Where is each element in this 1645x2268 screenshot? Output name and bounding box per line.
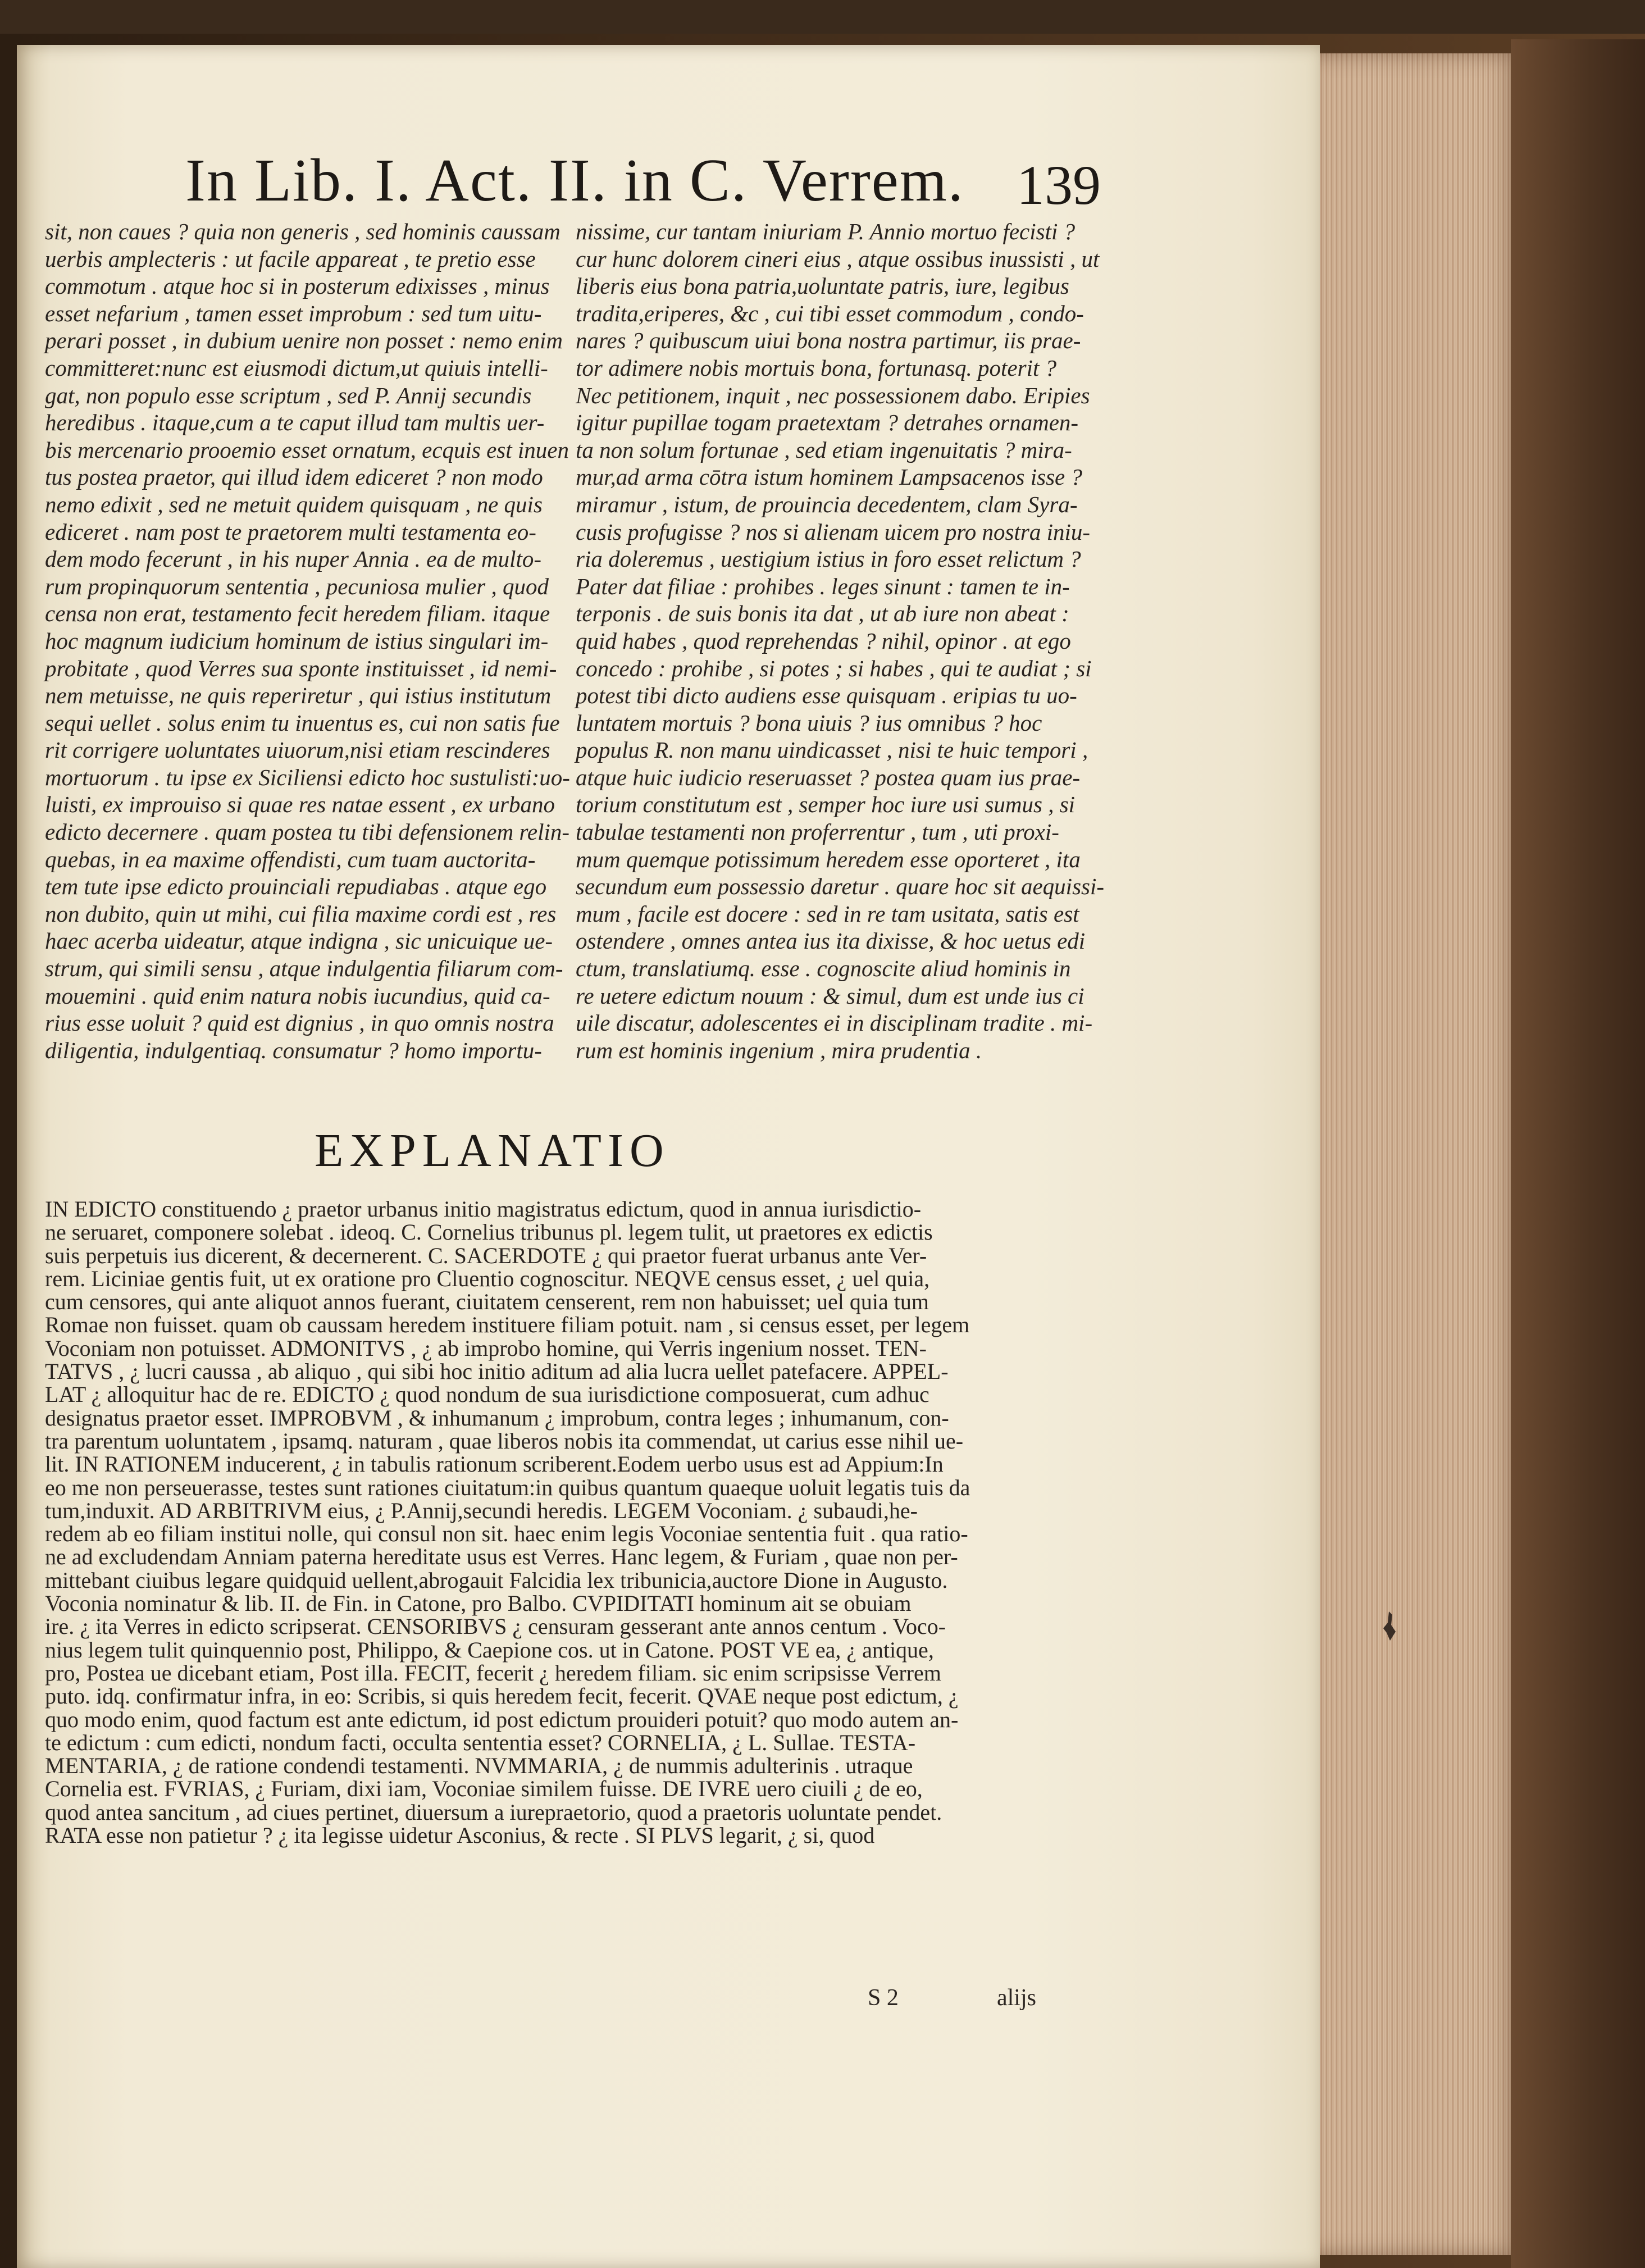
text-line: heredibus . itaque,cum a te caput illud tam multis uer- [45, 409, 545, 436]
text-line: hoc magnum iudicium hominum de istius singulari im- [45, 627, 549, 654]
text-line: censa non erat, testamento fecit heredem filiam. itaque [45, 600, 550, 627]
text-line: Pater dat filiae : prohibes . leges sinunt : tamen te in- [576, 573, 1070, 599]
text-line: Nec petitionem, inquit , nec possessionem dabo. Eripies [576, 382, 1090, 408]
text-line: rum propinquorum sententia , pecuniosa mulier , quod [45, 573, 549, 599]
text-line: committeret:nunc est eiusmodi dictum,ut quiuis intelli- [45, 354, 548, 381]
text-line: perari posset , in dubium uenire non posset : nemo enim [45, 327, 563, 354]
text-line: ostendere , omnes antea ius ita dixisse, & hoc uetus edi [576, 928, 1086, 954]
text-line: rit corrigere uoluntates uiuorum,nisi etiam rescinderes [45, 737, 550, 763]
commentary-line: tra parentum uoluntatem , ipsamq. naturam , quae liberos nobis ita commendat, ut carius esse nihil ue- [45, 1428, 964, 1454]
text-line: quebas, in ea maxime offendisti, cum tuam auctorita- [45, 846, 536, 872]
commentary-line: quod antea sancitum , ad ciues pertinet, diuersum a iurepraetorio, quod a praetoris uoluntate pendet. [45, 1799, 942, 1825]
commentary-line: TATVS , ¿ lucri caussa , ab aliquo , qui sibi hoc initio aditum ad alia lucra uellet patefacere. APPEL- [45, 1359, 949, 1385]
text-line: dem modo fecerunt , in his nuper Annia . ea de multo- [45, 546, 542, 572]
ink-blot-icon [1379, 1609, 1401, 1643]
signature-mark: S 2 [868, 1985, 899, 2011]
commentary-line: ne ad excludendam Anniam paterna hereditate usus est Verres. Hanc legem, & Furiam , quae non per- [45, 1544, 958, 1570]
text-line: tabulae testamenti non proferrentur , tum , uti proxi- [576, 819, 1059, 845]
text-line: tor adimere nobis mortuis bona, fortunasq. poterit ? [576, 354, 1057, 381]
commentary-line: cum censores, qui ante aliquot annos fuerant, ciuitatem censerent, rem non habuisset; uel quia tum [45, 1289, 929, 1315]
running-head: In Lib. I. Act. II. in C. Verrem. [185, 147, 964, 214]
text-line: probitate , quod Verres sua sponte instituisset , id nemi- [45, 655, 557, 681]
text-line: mum quemque potissimum heredem esse oporteret , ita [576, 846, 1081, 872]
text-line: edicto decernere . quam postea tu tibi defensionem relin- [45, 819, 570, 845]
text-line: mouemini . quid enim natura nobis iucundius, quid ca- [45, 982, 550, 1009]
commentary-line: tum,induxit. AD ARBITRIVM eius, ¿ P.Annij,secundi heredis. LEGEM Voconiam. ¿ subaudi,he- [45, 1497, 918, 1523]
text-line: gat, non populo esse scriptum , sed P. Annij secundis [45, 382, 532, 408]
commentary-line: MENTARIA, ¿ de ratione condendi testamenti. NVMMARIA, ¿ de nummis adulterinis . utraque [45, 1753, 913, 1779]
text-line: re uetere edictum nouum : & simul, dum est unde ius ci [576, 982, 1084, 1009]
commentary-line: rem. Liciniae gentis fuit, ut ex oratione pro Cluentio cognoscitur. NEQVE census esset, ¿ uel quia, [45, 1265, 930, 1291]
text-line: miramur , istum, de prouincia decedentem, clam Syra- [576, 491, 1078, 517]
text-line: luntatem mortuis ? bona uiuis ? ius omnibus ? hoc [576, 709, 1042, 736]
text-line: tradita,eriperes, &c , cui tibi esset commodum , condo- [576, 300, 1084, 326]
text-line: secundum eum possessio daretur . quare hoc sit aequissi- [576, 873, 1105, 900]
text-line: mortuorum . tu ipse ex Siciliensi edicto hoc sustulisti:uo- [45, 764, 570, 790]
commentary-line: designatus praetor esset. IMPROBVM , & inhumanum ¿ improbum, contra leges ; inhumanum, con- [45, 1405, 949, 1431]
text-line: rius esse uoluit ? quid est dignius , in quo omnis nostra [45, 1010, 554, 1036]
commentary-line: te edictum : cum edicti, nondum facti, occulta sententia esset? CORNELIA, ¿ L. Sullae. TESTA- [45, 1729, 916, 1755]
text-line: terponis . de suis bonis ita dat , ut ab iure non abeat : [576, 600, 1069, 627]
text-line: sit, non caues ? quia non generis , sed hominis caussam [45, 218, 561, 244]
text-line: sequi uellet . solus enim tu inuentus es, cui non satis fue [45, 709, 560, 736]
text-line: atque huic iudicio reseruasset ? postea quam ius prae- [576, 764, 1081, 790]
text-line: esset nefarium , tamen esset improbum : sed tum uitu- [45, 300, 542, 326]
text-line: non dubito, quin ut mihi, cui filia maxime cordi est , res [45, 900, 557, 927]
commentary-line: eo me non perseuerasse, testes sunt rationes ciuitatum:in quibus quantum quaeque uoluit legatis tuis da [45, 1474, 970, 1500]
commentary-line: lit. IN RATIONEM inducerent, ¿ in tabulis rationum scriberent.Eodem uerbo usus est ad Appium:In [45, 1451, 944, 1477]
commentary-line: Voconia nominatur & lib. II. de Fin. in Catone, pro Balbo. CVPIDITATI hominum ait se obuiam [45, 1591, 912, 1616]
section-heading: EXPLANATIO [315, 1124, 670, 1177]
commentary-line: IN EDICTO constituendo ¿ praetor urbanus initio magistratus edictum, quod in annua iurisdictio- [45, 1196, 922, 1222]
text-line: haec acerba uideatur, atque indigna , sic unicuique ue- [45, 928, 553, 954]
text-line: ria doleremus , uestigium istius in foro esset relictum ? [576, 546, 1081, 572]
commentary-block [45, 1197, 1101, 1847]
text-line: quid habes , quod reprehendas ? nihil, opinor . at ego [576, 627, 1071, 654]
text-line: bis mercenario prooemio esset ornatum, ecquis est inuen [45, 436, 569, 463]
text-line: cur hunc dolorem cineri eius , atque ossibus inussisti , ut [576, 245, 1100, 272]
text-line: mur,ad arma cōtra istum hominem Lampsacenos isse ? [576, 464, 1082, 490]
text-line: ediceret . nam post te praetorem multi testamenta eo- [45, 518, 536, 545]
text-line: mum , facile est docere : sed in re tam usitata, satis est [576, 900, 1079, 927]
text-line: potest tibi dicto audiens esse quisquam . eripias tu uo- [576, 682, 1077, 709]
text-line: nares ? quibuscum uiui bona nostra partimur, iis prae- [576, 327, 1081, 354]
text-line: luisti, ex improuiso si quae res natae essent , ex urbano [45, 791, 555, 818]
text-line: tus postea praetor, qui illud idem ediceret ? non modo [45, 464, 543, 490]
text-line: nissime, cur tantam iniuriam P. Annio mortuo fecisti ? [576, 218, 1076, 244]
text-line: strum, qui simili sensu , atque indulgentia filiarum com- [45, 955, 563, 982]
commentary-line: pro, Postea ue dicebant etiam, Post illa. FECIT, fecerit ¿ heredem filiam. sic enim scripsisse Verrem [45, 1660, 941, 1686]
text-line: igitur pupillae togam praetextam ? detrahes ornamen- [576, 409, 1079, 436]
text-line: diligentia, indulgentiaq. consumatur ? homo importu- [45, 1037, 542, 1063]
text-line: populus R. non manu uindicasset , nisi te huic tempori , [576, 737, 1088, 763]
commentary-line: redem ab eo filiam institui nolle, qui consul non sit. haec enim legis Voconiae sententia fuit . qua ratio- [45, 1521, 968, 1547]
text-line: tem tute ipse edicto prouinciali repudiabas . atque ego [45, 873, 547, 900]
text-line: nem metuisse, ne quis reperiretur , qui istius institutum [45, 682, 552, 709]
commentary-line: mittebant ciuibus legare quidquid uellent,abrogauit Falcidia lex tribunicia,auctore Dione in Augusto. [45, 1567, 948, 1593]
text-line: commotum . atque hoc si in posterum edixisses , minus [45, 273, 550, 299]
commentary-line: ire. ¿ ita Verres in edicto scripserat. CENSORIBVS ¿ censuram gesserant ante annos centum . Voco- [45, 1614, 946, 1639]
text-line: ctum, translatiumq. esse . cognoscite aliud hominis in [576, 955, 1071, 982]
text-line: uile discatur, adolescentes ei in disciplinam tradite . mi- [576, 1010, 1093, 1036]
text-line: ta non solum fortunae , sed etiam ingenuitatis ? mira- [576, 436, 1072, 463]
book-cover-edge [1511, 39, 1645, 2268]
commentary-line: quo modo enim, quod factum est ante edictum, id post edictum prouideri potuit? quo modo autem an- [45, 1706, 959, 1732]
text-line: uerbis amplecteris : ut facile appareat , te pretio esse [45, 245, 536, 272]
commentary-line: Romae non fuisset. quam ob caussam heredem instituere filiam potuit. nam , si census esset, per legem [45, 1312, 970, 1338]
text-line: nemo edixit , sed ne metuit quidem quisquam , ne quis [45, 491, 543, 517]
text-column-left [45, 218, 570, 1064]
commentary-line: Cornelia est. FVRIAS, ¿ Furiam, dixi iam, Voconiae similem fuisse. DE IVRE uero ciuili ¿ de eo, [45, 1776, 923, 1802]
commentary-line: puto. idq. confirmatur infra, in eo: Scribis, si quis heredem fecit, fecerit. QVAE neque post edictum, ¿ [45, 1683, 959, 1709]
commentary-line: suis perpetuis ius dicerent, & decernerent. C. SACERDOTE ¿ qui praetor fuerat urbanus ante Ver- [45, 1242, 927, 1268]
catchword: alijs [997, 1985, 1036, 2011]
commentary-line: nius legem tulit quinquennio post, Philippo, & Caepione cos. ut in Catone. POST VE ea, ¿ antique, [45, 1637, 934, 1663]
text-line: liberis eius bona patria,uoluntate patris, iure, legibus [576, 273, 1069, 299]
commentary-line: LAT ¿ alloquitur hac de re. EDICTO ¿ quod nondum de sua iurisdictione composuerat, cum adhuc [45, 1382, 929, 1408]
text-line: rum est hominis ingenium , mira prudentia . [576, 1037, 982, 1063]
text-column-right [576, 218, 1105, 1064]
commentary-line: Voconiam non potuisset. ADMONITVS , ¿ ab improbo homine, qui Verris ingenium nosset. TEN- [45, 1335, 927, 1361]
text-line: concedo : prohibe , si potes ; si habes , qui te audiat ; si [576, 655, 1092, 681]
text-line: torium constitutum est , semper hoc iure usi sumus , si [576, 791, 1076, 818]
commentary-line: RATA esse non patietur ? ¿ ita legisse uidetur Asconius, & recte . SI PLVS legarit, ¿ si, quod [45, 1823, 875, 1848]
page-fore-edge [1303, 53, 1511, 2255]
commentary-line: ne seruaret, componere solebat . ideoq. C. Cornelius tribunus pl. legem tulit, ut praetores ex edictis [45, 1219, 933, 1245]
page-number: 139 [1017, 154, 1101, 216]
text-line: cusis profugisse ? nos si alienam uicem pro nostra iniu- [576, 518, 1091, 545]
